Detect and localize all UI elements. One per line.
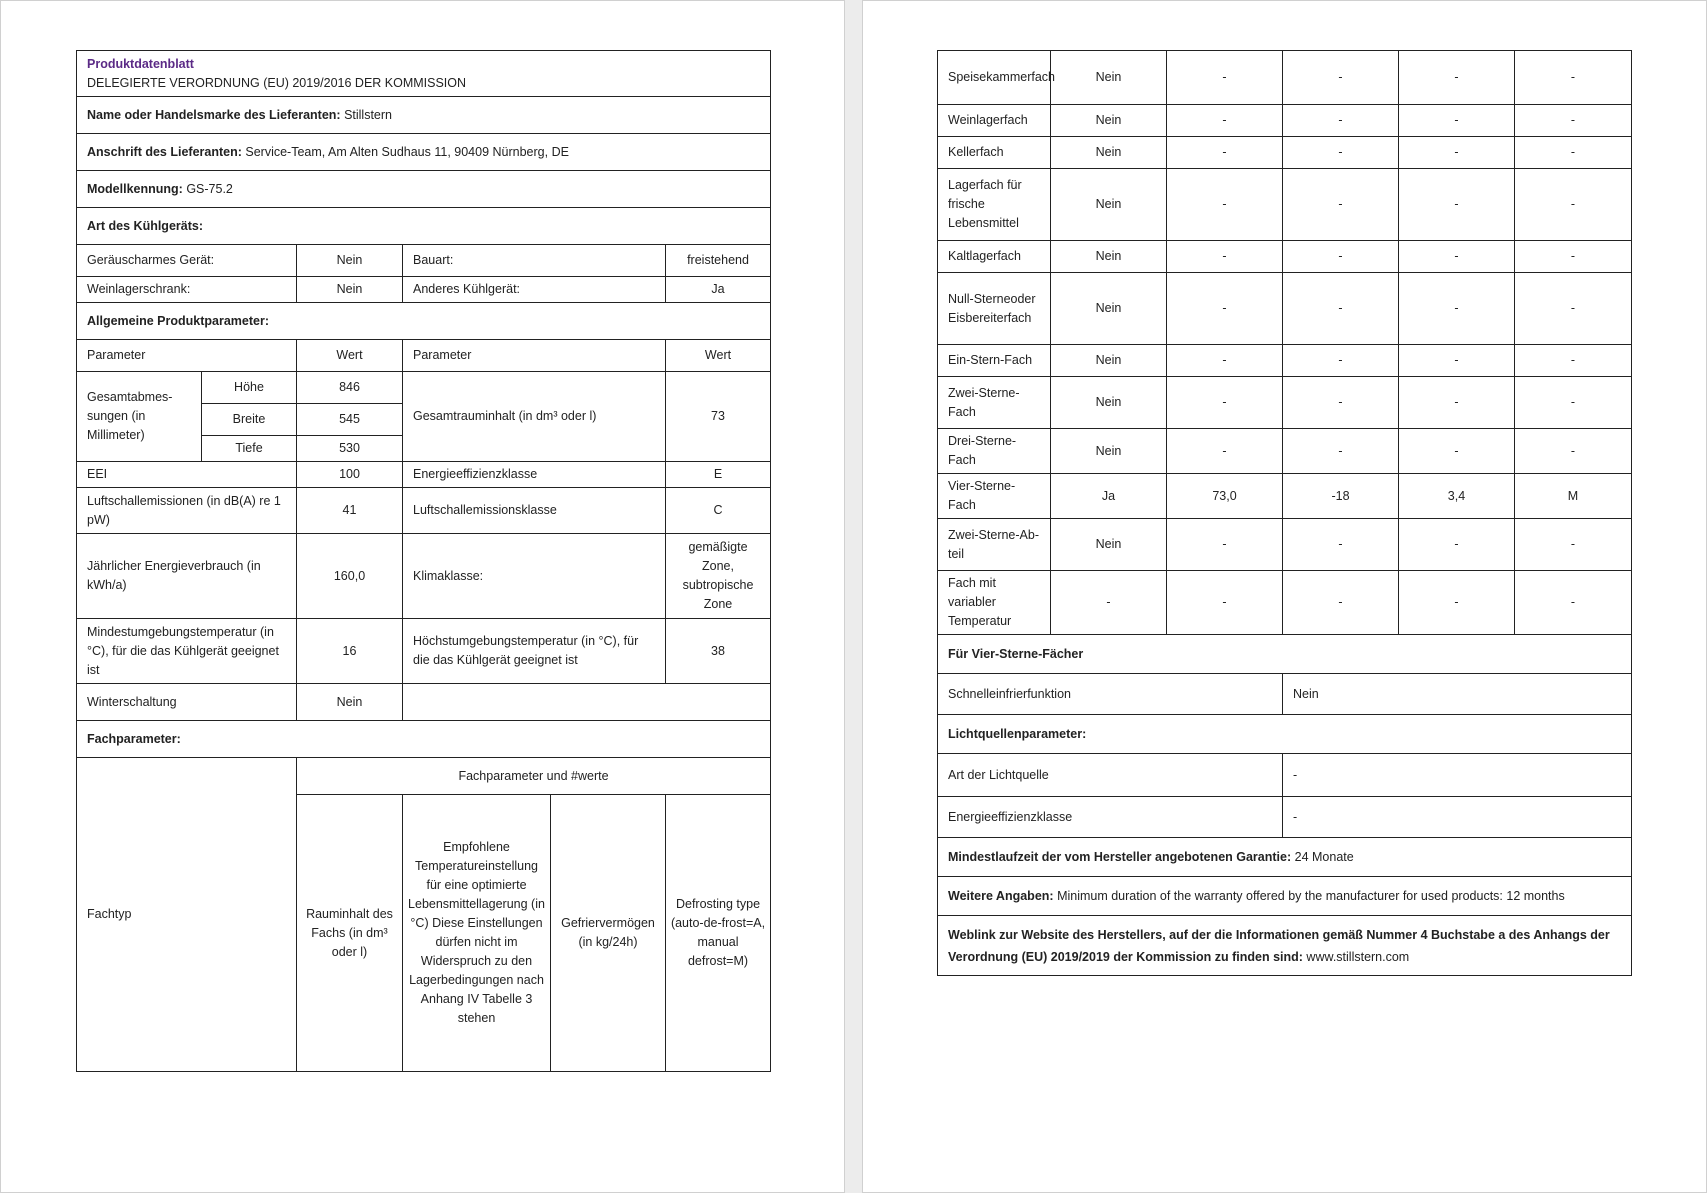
compartment-value: -: [1515, 51, 1632, 105]
compartment-name: Speisekammerfach: [938, 51, 1051, 105]
param-value: gemäßigte Zone, subtropische Zone: [666, 534, 771, 619]
compartment-value: -: [1283, 519, 1399, 571]
light-type-label: Art der Lichtquelle: [938, 754, 1283, 797]
compartment-value: -: [1283, 429, 1399, 474]
col-header-param: Parameter: [403, 340, 666, 372]
weblink-row: [938, 916, 1632, 976]
more-info-row: [938, 877, 1632, 916]
type-value: Ja: [666, 277, 771, 303]
datasheet-title: Produktdatenblatt: [87, 56, 194, 71]
compartment-row: [938, 429, 1632, 474]
compartment-row: [938, 377, 1632, 429]
compartment-value: Nein: [1051, 519, 1167, 571]
param-value: E: [666, 462, 771, 488]
dimension-value: 846: [297, 372, 403, 404]
type-value: Nein: [297, 245, 403, 277]
model-row: [77, 171, 771, 208]
compartment-value: -: [1399, 273, 1515, 345]
light-class-value: -: [1283, 797, 1632, 838]
param-value: 100: [297, 462, 403, 488]
compartment-value: -: [1515, 241, 1632, 273]
compartment-name: Kaltlagerfach: [938, 241, 1051, 273]
compartment-value: -: [1167, 273, 1283, 345]
compartment-row: [938, 137, 1632, 169]
page-2: [862, 0, 1707, 1193]
compartment-value: -: [1515, 429, 1632, 474]
param-label: Klimaklasse:: [403, 534, 666, 619]
compartment-value: -: [1399, 169, 1515, 241]
compartment-value: -: [1515, 571, 1632, 635]
compartment-value: -: [1399, 345, 1515, 377]
compartment-name: Kellerfach: [938, 137, 1051, 169]
type-value: freistehend: [666, 245, 771, 277]
page-1: [0, 0, 845, 1193]
dimension-label: Höhe: [202, 372, 297, 404]
fach-type-label: Fachtyp: [77, 758, 297, 1072]
col-header-param: Parameter: [77, 340, 297, 372]
compartment-value: -: [1167, 519, 1283, 571]
compartment-row: [938, 519, 1632, 571]
compartment-value: Nein: [1051, 429, 1167, 474]
compartment-value: -: [1399, 429, 1515, 474]
more-label: Weitere Angaben:: [948, 888, 1054, 903]
compartment-value: -: [1167, 345, 1283, 377]
dimensions-label: Gesamtabmes-sungen (in Millimeter): [77, 372, 202, 462]
compartment-value: 3,4: [1399, 474, 1515, 519]
quick-freeze-label: Schnelleinfrierfunktion: [938, 674, 1283, 715]
volume-label: Gesamtrauminhalt (in dm³ oder l): [403, 372, 666, 462]
compartment-value: Nein: [1051, 377, 1167, 429]
compartment-value: -: [1515, 137, 1632, 169]
compartment-value: Nein: [1051, 51, 1167, 105]
compartment-value: -: [1515, 519, 1632, 571]
param-label: Luftschallemissionsklasse: [403, 488, 666, 534]
compartment-value: -: [1167, 137, 1283, 169]
compartment-table: [937, 50, 1632, 976]
warranty-value: 24 Monate: [1294, 849, 1354, 864]
compartment-row: [938, 51, 1632, 105]
four-star-heading: Für Vier-Sterne-Fächer: [938, 635, 1632, 674]
compartment-name: Lagerfach für frische Lebensmittel: [938, 169, 1051, 241]
compartment-value: -: [1167, 105, 1283, 137]
compartment-value: -: [1515, 345, 1632, 377]
compartment-value: -: [1399, 137, 1515, 169]
compartment-value: -: [1283, 137, 1399, 169]
compartment-row: [938, 474, 1632, 519]
header-cell: [77, 51, 771, 97]
type-label: Anderes Kühlgerät:: [403, 277, 666, 303]
empty-cell: [403, 684, 771, 721]
compartment-value: -: [1283, 273, 1399, 345]
type-value: Nein: [297, 277, 403, 303]
fach-group-header: Fachparameter und #werte: [297, 758, 771, 795]
compartment-row: [938, 273, 1632, 345]
compartment-value: -: [1399, 241, 1515, 273]
compartment-value: Nein: [1051, 137, 1167, 169]
model-label: Modellkennung:: [87, 181, 183, 196]
compartment-value: -: [1515, 169, 1632, 241]
dimension-value: 530: [297, 436, 403, 462]
compartment-value: -: [1399, 519, 1515, 571]
more-value: Minimum duration of the warranty offered by the manufacturer for used products: 12 months: [1057, 888, 1565, 903]
supplier-value: Stillstern: [344, 107, 392, 122]
compartment-name: Zwei-Sterne-Ab-teil: [938, 519, 1051, 571]
address-value: Service-Team, Am Alten Sudhaus 11, 90409 Nürnberg, DE: [245, 144, 569, 159]
compartment-row: [938, 345, 1632, 377]
compartment-value: -: [1515, 105, 1632, 137]
regulation-subtitle: DELEGIERTE VERORDNUNG (EU) 2019/2016 DER KOMMISSION: [87, 75, 467, 90]
dimension-label: Breite: [202, 404, 297, 436]
param-label: EEI: [77, 462, 297, 488]
param-label: Energieeffizienzklasse: [403, 462, 666, 488]
supplier-label: Name oder Handelsmarke des Lieferanten:: [87, 107, 341, 122]
type-label: Weinlagerschrank:: [77, 277, 297, 303]
compartment-name: Null-Sterneoder Eisbereiterfach: [938, 273, 1051, 345]
compartment-value: -: [1051, 571, 1167, 635]
winter-value: Nein: [297, 684, 403, 721]
compartment-value: -: [1515, 377, 1632, 429]
compartment-name: Fach mit variabler Temperatur: [938, 571, 1051, 635]
compartment-value: -: [1283, 105, 1399, 137]
address-row: [77, 134, 771, 171]
param-value: 38: [666, 619, 771, 684]
weblink-label: Weblink zur Website des Herstellers, auf der die Informationen gemäß Nummer 4 Buchstabe a des Anhangs der Verordnung (EU) 2019/2019 der Kommission zu finden sind:: [948, 927, 1610, 964]
weblink-value[interactable]: www.stillstern.com: [1306, 949, 1410, 964]
fach-col-freezing: Gefriervermögen (in kg/24h): [551, 795, 666, 1072]
compartment-value: -: [1167, 429, 1283, 474]
param-value: C: [666, 488, 771, 534]
compartment-value: -: [1399, 51, 1515, 105]
compartment-value: -: [1167, 377, 1283, 429]
compartment-name: Zwei-Sterne-Fach: [938, 377, 1051, 429]
warranty-label: Mindestlaufzeit der vom Hersteller angebotenen Garantie:: [948, 849, 1292, 864]
compartment-value: -: [1167, 169, 1283, 241]
compartment-value: Nein: [1051, 241, 1167, 273]
param-label: Höchstumgebungstemperatur (in °C), für die das Kühlgerät geeignet ist: [403, 619, 666, 684]
fach-col-temperature: Empfohlene Temperatureinstellung für eine optimierte Lebensmittellagerung (in °C) Diese Einstellungen dürfen nicht im Widerspruch zu den Lagerbedingungen nach Anhang IV Tabelle 3 stehen: [403, 795, 551, 1072]
compartment-value: Nein: [1051, 273, 1167, 345]
compartment-value: -: [1283, 169, 1399, 241]
light-type-value: -: [1283, 754, 1632, 797]
compartment-value: -: [1399, 105, 1515, 137]
compartment-value: -: [1283, 345, 1399, 377]
warranty-row: [938, 838, 1632, 877]
fach-col-volume: Rauminhalt des Fachs (in dm³ oder l): [297, 795, 403, 1072]
compartment-value: 73,0: [1167, 474, 1283, 519]
param-value: 16: [297, 619, 403, 684]
address-label: Anschrift des Lieferanten:: [87, 144, 242, 159]
compartment-row: [938, 105, 1632, 137]
compartment-value: -: [1283, 241, 1399, 273]
type-label: Bauart:: [403, 245, 666, 277]
compartment-value: -18: [1283, 474, 1399, 519]
col-header-value: Wert: [666, 340, 771, 372]
compartment-value: -: [1399, 571, 1515, 635]
compartment-value: -: [1167, 51, 1283, 105]
compartment-value: -: [1167, 571, 1283, 635]
fach-col-defrost: Defrosting type (auto-de-frost=A, manual defrost=M): [666, 795, 771, 1072]
param-label: Mindestumgebungstemperatur (in °C), für die das Kühlgerät geeignet ist: [77, 619, 297, 684]
compartment-value: -: [1283, 571, 1399, 635]
type-heading: Art des Kühlgeräts:: [77, 208, 771, 245]
light-class-label: Energieeffizienzklasse: [938, 797, 1283, 838]
param-label: Luftschallemissionen (in dB(A) re 1 pW): [77, 488, 297, 534]
type-label: Geräuscharmes Gerät:: [77, 245, 297, 277]
quick-freeze-value: Nein: [1283, 674, 1632, 715]
compartment-row: [938, 169, 1632, 241]
compartment-value: -: [1515, 273, 1632, 345]
compartment-name: Vier-Sterne-Fach: [938, 474, 1051, 519]
compartment-value: -: [1283, 377, 1399, 429]
dimension-value: 545: [297, 404, 403, 436]
compartment-value: Nein: [1051, 345, 1167, 377]
compartment-value: Nein: [1051, 169, 1167, 241]
compartment-value: -: [1399, 377, 1515, 429]
compartment-row: [938, 241, 1632, 273]
volume-value: 73: [666, 372, 771, 462]
compartment-value: Nein: [1051, 105, 1167, 137]
param-value: 41: [297, 488, 403, 534]
compartment-value: -: [1283, 51, 1399, 105]
dimension-label: Tiefe: [202, 436, 297, 462]
param-label: Jährlicher Energieverbrauch (in kWh/a): [77, 534, 297, 619]
param-value: 160,0: [297, 534, 403, 619]
compartment-name: Weinlagerfach: [938, 105, 1051, 137]
compartment-name: Drei-Sterne-Fach: [938, 429, 1051, 474]
col-header-value: Wert: [297, 340, 403, 372]
compartment-value: -: [1167, 241, 1283, 273]
fach-heading: Fachparameter:: [77, 721, 771, 758]
supplier-row: [77, 97, 771, 134]
light-heading: Lichtquellenparameter:: [938, 715, 1632, 754]
compartment-row: [938, 571, 1632, 635]
compartment-name: Ein-Stern-Fach: [938, 345, 1051, 377]
winter-label: Winterschaltung: [77, 684, 297, 721]
compartment-value: Ja: [1051, 474, 1167, 519]
compartment-value: M: [1515, 474, 1632, 519]
model-value: GS-75.2: [186, 181, 233, 196]
general-heading: Allgemeine Produktparameter:: [77, 303, 771, 340]
product-datasheet-table: [76, 50, 771, 1072]
